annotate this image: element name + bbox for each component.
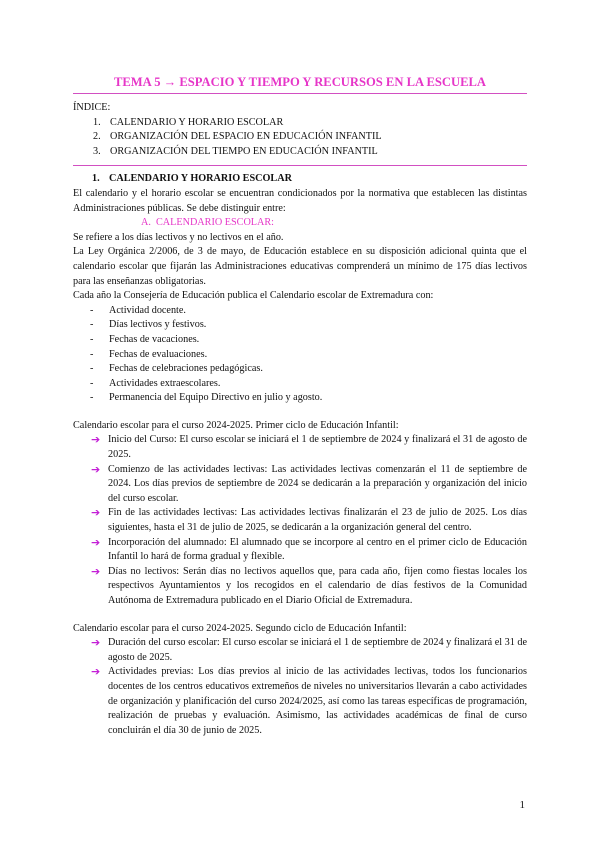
section-intro: El calendario y el horario escolar se encuentran condicionados por la normativa que establecen las distintas Administraciones públicas. Se debe distinguir entre: (73, 187, 527, 214)
list-item-text: Fin de las actividades lectivas: Las actividades lectivas finalizarán el 23 de julio de 2025. Los días siguientes, hasta el 31 de julio de 2025, se dedicarán a la organización general del centro. (108, 507, 527, 534)
subsection-heading (73, 216, 527, 231)
list-item-text: Fechas de vacaciones. (109, 333, 200, 345)
second-cycle-list (73, 636, 527, 738)
index-item (93, 116, 527, 131)
arrow-icon: ➔ (91, 433, 101, 447)
paragraph: Cada año la Consejería de Educación publica el Calendario escolar de Extremadura con: (73, 290, 434, 302)
list-item: - Fechas de celebraciones pedagógicas. (90, 362, 527, 377)
section-title: CALENDARIO Y HORARIO ESCOLAR (109, 173, 292, 185)
list-item-text: Incorporación del alumnado: El alumnado que se incorpore al centro en el primer ciclo de Educación Infantil lo hará de forma gradual y flexible. (108, 536, 527, 563)
index-item-label: ORGANIZACIÓN DEL TIEMPO EN EDUCACIÓN INFANTIL (110, 145, 378, 157)
page-number: 1 (519, 799, 525, 811)
paragraph: La Ley Orgánica 2/2006, de 3 de mayo, de Educación establece en su disposición adicional quinta que el calendario escolar que fijarán las Administraciones educativas comprenderá un mínimo de 175 días lectivos para las enseñanzas obligatorias. (73, 246, 527, 287)
document-title: TEMA 5 → ESPACIO Y TIEMPO Y RECURSOS EN LA ESCUELA (113, 75, 487, 89)
index-list (73, 116, 527, 160)
dash-list (73, 304, 527, 406)
list-item (91, 565, 527, 609)
list-item-text: Duración del curso escolar: El curso escolar se iniciará el 1 de septiembre de 2024 y finalizará el 31 de agosto de 2025. (108, 637, 527, 663)
list-item: - Días lectivos y festivos. (90, 318, 527, 333)
list-item-text: Fechas de evaluaciones. (109, 348, 208, 360)
subsection-number: A. (141, 217, 151, 229)
list-item (91, 433, 527, 462)
list-item: - Fechas de vacaciones. (90, 333, 527, 348)
list-item: - Actividades extraescolares. (90, 377, 527, 392)
index-item (93, 145, 527, 160)
list-item-text: Actividades extraescolares. (109, 377, 221, 389)
document-page (73, 70, 527, 738)
list-item-text: Días no lectivos: Serán días no lectivos aquellos que, para cada año, fijen como fiestas locales los respectivos Ayuntamientos y los recogidos en el calendario de días festivos de la Comunidad Autónoma de Extremadura publicado en el Diario Oficial de Extremadura. (108, 565, 527, 606)
index-label: ÍNDICE: (73, 102, 111, 113)
first-cycle-heading: Calendario escolar para el curso 2024-2025. Primer ciclo de Educación Infantil: (73, 419, 399, 431)
index-block (73, 101, 527, 159)
first-cycle-list (73, 433, 527, 608)
paragraph: Se refiere a los días lectivos y no lectivos en el año. (73, 231, 284, 243)
list-item (91, 506, 527, 535)
section-number: 1. (92, 173, 100, 185)
arrow-icon: ➔ (91, 564, 101, 578)
list-item-text: Actividades previas: Los días previos al inicio de las actividades lectivas, todos los funcionarios docentes de los centros educativos extremeños de niveles no universitarios llevarán a cabo actividades de organización y planificación del curso 2024/2025, así como las tareas específicas de programación, realización de pruebas y evaluación. Asimismo, las actividades académicas de final de curso concluirán el día 30 de junio de 2025. (108, 666, 527, 736)
list-item-text: Inicio del Curso: El curso escolar se iniciará el 1 de septiembre de 2024 y finalizará el 31 de agosto de 2025. (108, 434, 527, 461)
list-item (91, 636, 527, 665)
section-heading (73, 172, 527, 187)
list-item: - Actividad docente. (90, 304, 527, 319)
index-item-number: 1. (93, 116, 101, 128)
arrow-icon: ➔ (91, 665, 101, 679)
list-item: - Permanencia del Equipo Directivo en julio y agosto. (90, 391, 527, 406)
list-item-text: Fechas de celebraciones pedagógicas. (109, 363, 263, 375)
arrow-icon: ➔ (91, 506, 101, 520)
list-item-text: Actividad docente. (109, 304, 186, 316)
arrow-icon: ➔ (91, 462, 101, 476)
list-item (91, 536, 527, 565)
index-item-number: 3. (93, 145, 101, 157)
list-item: - Fechas de evaluaciones. (90, 348, 527, 363)
index-item (93, 130, 527, 145)
index-item-label: ORGANIZACIÓN DEL ESPACIO EN EDUCACIÓN INFANTIL (110, 131, 382, 143)
index-item-label: CALENDARIO Y HORARIO ESCOLAR (110, 116, 284, 128)
arrow-icon: ➔ (91, 636, 101, 650)
list-item (91, 463, 527, 507)
index-item-number: 2. (93, 131, 101, 143)
list-item-text: Comienzo de las actividades lectivas: Las actividades lectivas comenzarán el 11 de septiembre de 2024. Los días previos de septiembre de 2024 se dedicarán a la preparación y organización del inicio del curso escolar. (108, 463, 527, 504)
list-item-text: Días lectivos y festivos. (109, 319, 207, 331)
title-rule (73, 93, 527, 94)
second-cycle-heading: Calendario escolar para el curso 2024-2025. Segundo ciclo de Educación Infantil: (73, 622, 407, 634)
list-item (91, 665, 527, 738)
index-rule (73, 165, 527, 166)
subsection-title: CALENDARIO ESCOLAR: (156, 217, 275, 229)
arrow-icon: ➔ (91, 535, 101, 549)
list-item-text: Permanencia del Equipo Directivo en julio y agosto. (109, 392, 323, 404)
